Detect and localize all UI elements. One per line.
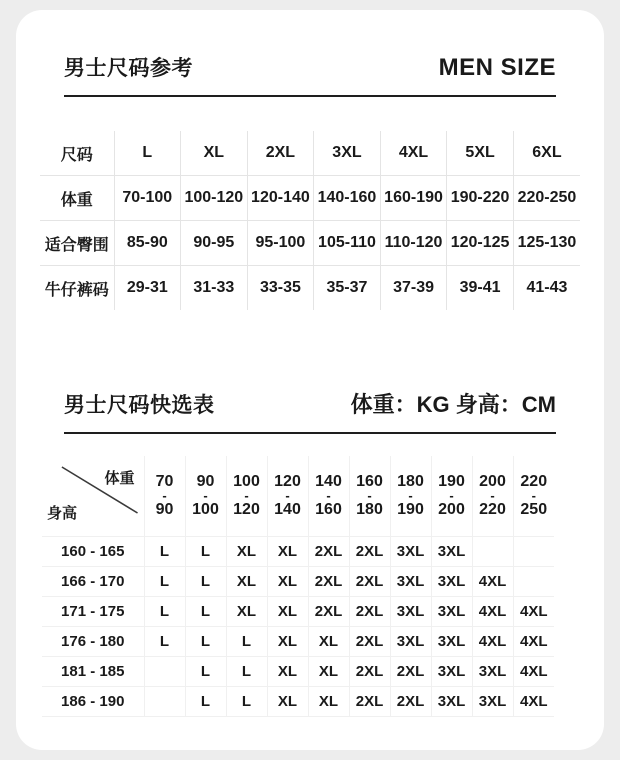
size-cell: L bbox=[144, 597, 185, 627]
size-cell: 4XL bbox=[513, 597, 554, 627]
section1-divider-rule bbox=[64, 95, 556, 97]
size-cell: XL bbox=[308, 687, 349, 717]
size-cell: 6XL bbox=[513, 131, 580, 176]
size-cell: 3XL bbox=[390, 567, 431, 597]
row-label: 牛仔裤码 bbox=[40, 266, 114, 311]
size-cell bbox=[144, 687, 185, 717]
size-cell: 70-100 bbox=[114, 176, 181, 221]
size-cell: 110-120 bbox=[380, 221, 447, 266]
size-cell: XL bbox=[181, 131, 248, 176]
size-cell: XL bbox=[308, 627, 349, 657]
size-cell: 3XL bbox=[390, 627, 431, 657]
size-cell: 2XL bbox=[308, 597, 349, 627]
size-cell: XL bbox=[308, 657, 349, 687]
size-cell: L bbox=[185, 597, 226, 627]
height-range-label: 160 - 165 bbox=[42, 537, 144, 567]
size-cell: XL bbox=[267, 537, 308, 567]
size-chart-card bbox=[16, 10, 604, 750]
table-row bbox=[42, 537, 554, 567]
size-cell: L bbox=[185, 537, 226, 567]
size-cell: 100-120 bbox=[181, 176, 248, 221]
size-cell: 120-125 bbox=[447, 221, 514, 266]
size-cell: 4XL bbox=[380, 131, 447, 176]
size-cell: 2XL bbox=[349, 537, 390, 567]
size-reference-table-body bbox=[40, 131, 580, 310]
size-cell: 2XL bbox=[349, 657, 390, 687]
quick-select-table bbox=[42, 456, 554, 717]
size-cell: 3XL bbox=[314, 131, 381, 176]
section2-header bbox=[64, 388, 556, 419]
weight-range-header: 220 - 250 bbox=[513, 456, 554, 537]
size-cell: 29-31 bbox=[114, 266, 181, 311]
size-cell: 4XL bbox=[513, 627, 554, 657]
weight-range-header: 160 - 180 bbox=[349, 456, 390, 537]
weight-axis-label: 体重 bbox=[104, 470, 135, 487]
size-cell: XL bbox=[226, 537, 267, 567]
section1-title-en: MEN SIZE bbox=[438, 54, 556, 81]
size-cell: 41-43 bbox=[526, 279, 568, 296]
size-cell: L bbox=[185, 627, 226, 657]
table-row bbox=[40, 266, 580, 311]
size-cell: 3XL bbox=[472, 657, 513, 687]
size-cell: XL bbox=[267, 657, 308, 687]
size-cell bbox=[144, 657, 185, 687]
size-cell: XL bbox=[267, 627, 308, 657]
size-cell: L bbox=[226, 687, 267, 717]
size-cell: 4XL bbox=[472, 597, 513, 627]
size-cell: 2XL bbox=[349, 567, 390, 597]
size-cell: 3XL bbox=[431, 537, 472, 567]
height-axis-label: 身高 bbox=[47, 505, 78, 522]
size-cell: 2XL bbox=[349, 597, 390, 627]
table-row bbox=[40, 221, 580, 266]
height-range-label: 186 - 190 bbox=[42, 687, 144, 717]
table-row bbox=[42, 627, 554, 657]
table-row bbox=[42, 567, 554, 597]
row-label: 适合臀围 bbox=[40, 221, 114, 266]
section2-divider-rule bbox=[64, 432, 556, 434]
weight-range-header: 120 - 140 bbox=[267, 456, 308, 537]
section1-title: 男士尺码参考 bbox=[64, 57, 193, 80]
size-cell: L bbox=[185, 657, 226, 687]
size-cell: 3XL bbox=[390, 537, 431, 567]
size-cell: 105-110 bbox=[314, 221, 381, 266]
size-cell: L bbox=[144, 537, 185, 567]
size-cell: 125-130 bbox=[513, 221, 580, 266]
height-range-label: 166 - 170 bbox=[42, 567, 144, 597]
size-cell: 33-35 bbox=[247, 266, 314, 311]
size-cell: 4XL bbox=[513, 657, 554, 687]
size-cell: 2XL bbox=[349, 627, 390, 657]
size-cell: 31-33 bbox=[181, 266, 248, 311]
table-row bbox=[42, 687, 554, 717]
size-cell: L bbox=[144, 567, 185, 597]
weight-range-header: 70 - 90 bbox=[144, 456, 185, 537]
table-row bbox=[42, 597, 554, 627]
size-cell: 35-37 bbox=[314, 266, 381, 311]
size-cell: 2XL bbox=[390, 657, 431, 687]
section2-title: 男士尺码快选表 bbox=[64, 394, 215, 417]
row-label: 体重 bbox=[40, 176, 114, 221]
size-cell: 2XL bbox=[390, 687, 431, 717]
size-cell bbox=[513, 537, 554, 567]
weight-range-header: 200 - 220 bbox=[472, 456, 513, 537]
size-cell: 3XL bbox=[431, 597, 472, 627]
size-cell: 3XL bbox=[431, 567, 472, 597]
size-cell: 2XL bbox=[349, 687, 390, 717]
table-row bbox=[40, 131, 580, 176]
size-cell: XL bbox=[267, 687, 308, 717]
size-cell: 37-39 bbox=[380, 266, 447, 311]
size-cell: L bbox=[226, 627, 267, 657]
size-cell: XL bbox=[226, 567, 267, 597]
size-cell: L bbox=[185, 687, 226, 717]
weight-range-header: 100 - 120 bbox=[226, 456, 267, 537]
height-range-label: 176 - 180 bbox=[42, 627, 144, 657]
size-cell: 3XL bbox=[431, 657, 472, 687]
height-range-label: 171 - 175 bbox=[42, 597, 144, 627]
size-cell: 140-160 bbox=[314, 176, 381, 221]
size-cell: 90-95 bbox=[181, 221, 248, 266]
size-cell: 2XL bbox=[308, 537, 349, 567]
size-cell: 5XL bbox=[447, 131, 514, 176]
size-cell: 2XL bbox=[308, 567, 349, 597]
size-cell: L bbox=[185, 567, 226, 597]
table-row bbox=[42, 657, 554, 687]
size-cell: 120-140 bbox=[247, 176, 314, 221]
weight-range-header: 180 - 190 bbox=[390, 456, 431, 537]
size-cell bbox=[513, 567, 554, 597]
size-cell: 85-90 bbox=[114, 221, 181, 266]
size-cell bbox=[472, 537, 513, 567]
size-cell: 3XL bbox=[390, 597, 431, 627]
weight-range-header: 90 - 100 bbox=[185, 456, 226, 537]
size-cell: 39-41 bbox=[447, 266, 514, 311]
size-cell: 4XL bbox=[513, 687, 554, 717]
section2-units-label: 体重：KG 身高：CM bbox=[350, 392, 556, 417]
height-range-label: 181 - 185 bbox=[42, 657, 144, 687]
table-row bbox=[40, 176, 580, 221]
size-cell: 4XL bbox=[472, 627, 513, 657]
size-cell: XL bbox=[267, 567, 308, 597]
section1-header bbox=[64, 52, 556, 82]
row-label: 尺码 bbox=[40, 131, 114, 176]
size-cell: XL bbox=[226, 597, 267, 627]
size-cell: 220-250 bbox=[513, 176, 580, 221]
weight-range-header: 190 - 200 bbox=[431, 456, 472, 537]
size-cell: 4XL bbox=[472, 567, 513, 597]
quick-table-header-row bbox=[42, 456, 554, 537]
size-cell: 3XL bbox=[431, 687, 472, 717]
size-cell: 3XL bbox=[472, 687, 513, 717]
size-cell: XL bbox=[267, 597, 308, 627]
size-cell: 95-100 bbox=[247, 221, 314, 266]
size-cell: L bbox=[144, 627, 185, 657]
size-cell: 190-220 bbox=[447, 176, 514, 221]
weight-range-header: 140 - 160 bbox=[308, 456, 349, 537]
quick-table-body bbox=[42, 537, 554, 717]
size-cell: 2XL bbox=[247, 131, 314, 176]
size-cell: L bbox=[226, 657, 267, 687]
axis-corner-cell bbox=[42, 456, 144, 537]
size-cell: 3XL bbox=[431, 627, 472, 657]
size-cell: L bbox=[114, 131, 181, 176]
size-reference-table bbox=[40, 131, 580, 310]
size-cell: 160-190 bbox=[380, 176, 447, 221]
